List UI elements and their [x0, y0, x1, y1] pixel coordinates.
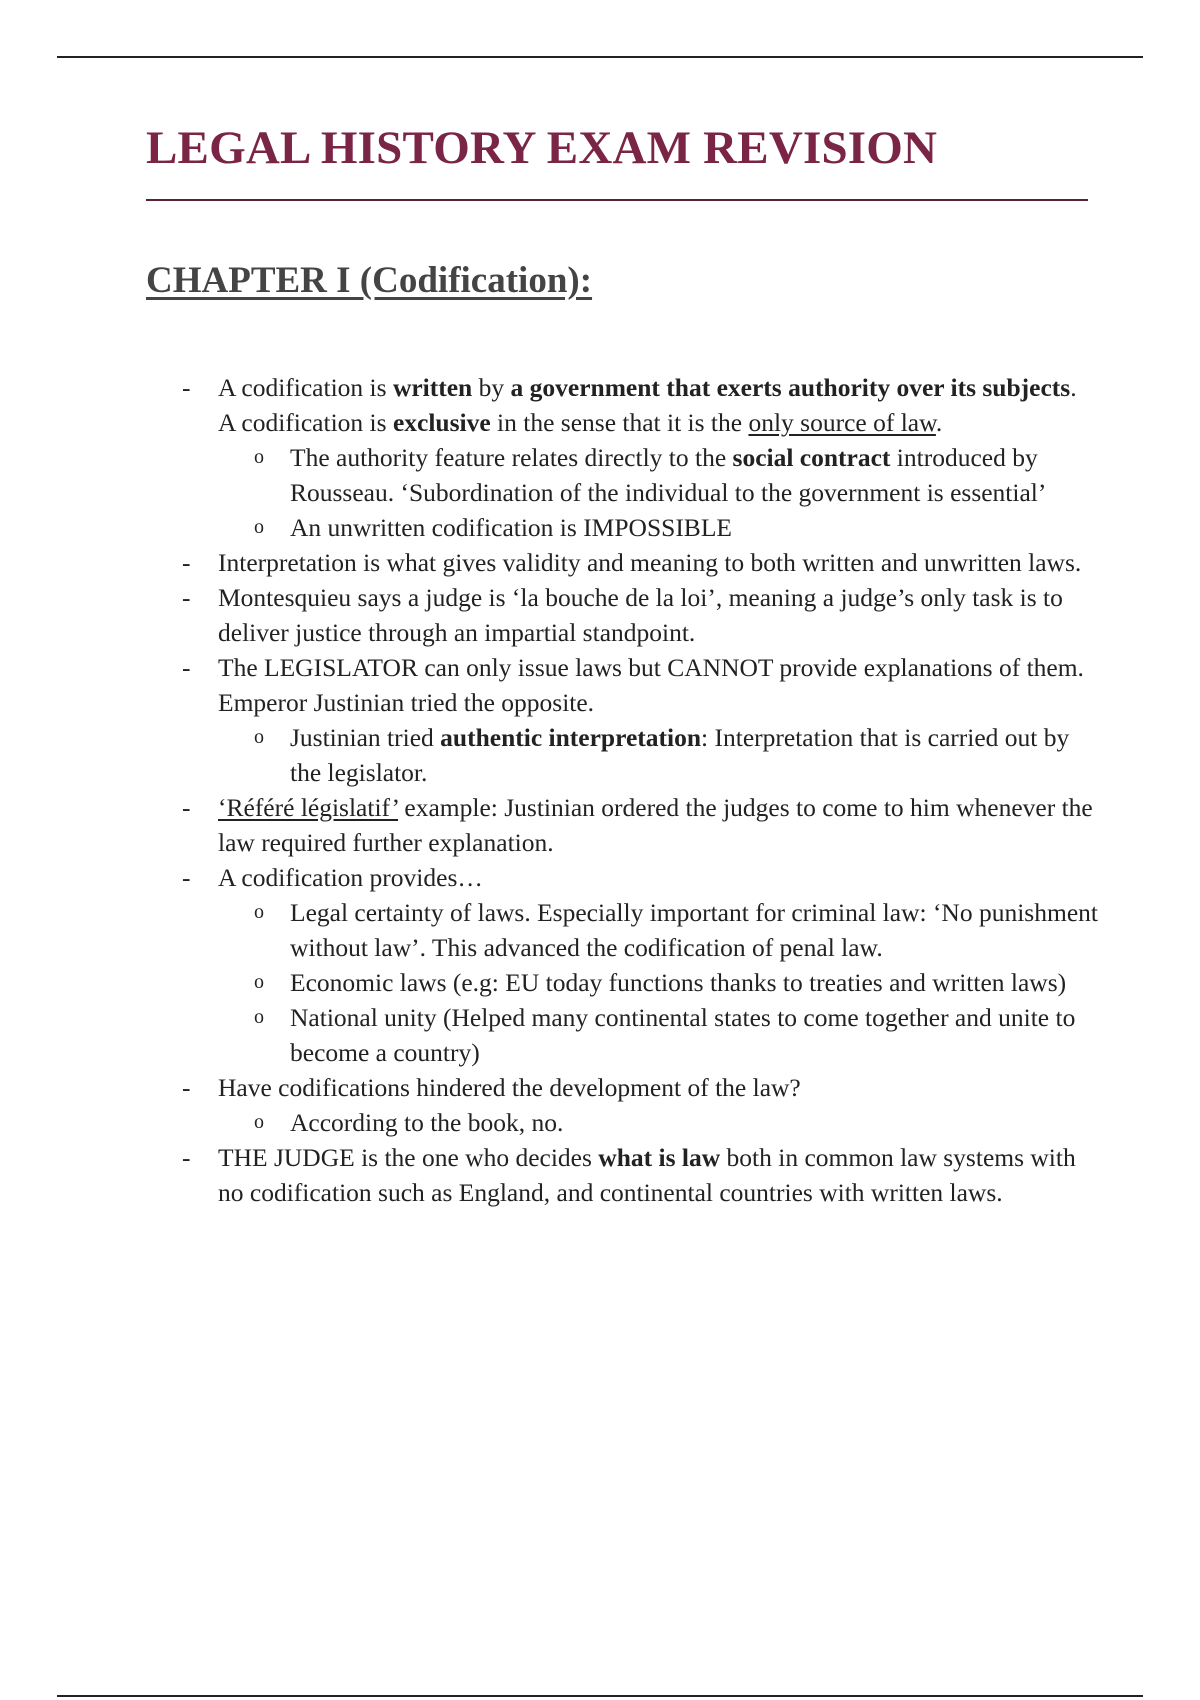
sub-list-item [0, 440, 1098, 510]
text-run: : Interpretation that is carried out by the legislator. [290, 723, 1070, 787]
bottom-rule [57, 1695, 1143, 1697]
sub-list-item [0, 720, 1098, 790]
text-run: . [935, 408, 943, 437]
text-run: A codification provides… [218, 863, 483, 892]
text-run: The LEGISLATOR can only issue laws but CANNOT provide explanations of them. Emperor Justinian tried the opposite. [218, 653, 1084, 717]
text-run: The authority feature relates directly to the [290, 443, 733, 472]
text-run: Interpretation is what gives validity and meaning to both written and unwritten laws. [218, 548, 1082, 577]
title-underline [146, 199, 1088, 201]
text-run: introduced by Rousseau. ‘Subordination of the individual to the government is essential’ [290, 443, 1047, 507]
dash-bullet: - [182, 863, 191, 892]
circle-bullet: o [254, 901, 264, 923]
circle-bullet: o [254, 1111, 264, 1133]
circle-bullet: o [254, 1006, 264, 1028]
circle-bullet: o [254, 516, 264, 538]
sub-list-item [0, 965, 1098, 1000]
sub-list-item [0, 1000, 1098, 1070]
list-item [0, 1140, 1098, 1210]
dash-bullet: - [182, 373, 191, 402]
bold-text: authentic interpretation [440, 723, 702, 752]
document-title: LEGAL HISTORY EXAM REVISION [146, 122, 938, 174]
bullet-list [0, 370, 1200, 1210]
top-rule [57, 56, 1143, 58]
text-run: Economic laws (e.g: EU today functions thanks to treaties and written laws) [290, 968, 1067, 997]
list-item [0, 545, 1098, 580]
bold-text: written [392, 373, 473, 402]
text-run: Justinian tried [290, 723, 441, 752]
chapter-heading: CHAPTER I (Codification): [146, 260, 593, 301]
circle-bullet: o [254, 971, 264, 993]
dash-bullet: - [182, 1073, 191, 1102]
text-run: According to the book, no. [290, 1108, 564, 1137]
list-item [0, 1070, 1098, 1105]
text-run: An unwritten codification is IMPOSSIBLE [290, 513, 732, 542]
dash-bullet: - [182, 653, 191, 682]
text-run: National unity (Helped many continental states to come together and unite to become a country) [290, 1003, 1076, 1067]
text-run: THE JUDGE is the one who decides [218, 1143, 599, 1172]
list-item [0, 370, 1098, 440]
dash-bullet: - [182, 1143, 191, 1172]
sub-list-item [0, 895, 1098, 965]
bold-text: what is law [598, 1143, 721, 1172]
text-run: . A codification is [218, 373, 1077, 437]
text-run: example: Justinian ordered the judges to come to him whenever the law required further explanation. [218, 793, 1093, 857]
list-item [0, 650, 1098, 720]
circle-bullet: o [254, 726, 264, 748]
text-run: Legal certainty of laws. Especially important for criminal law: ‘No punishment without law’. This advanced the codification of penal law. [290, 898, 1098, 962]
text-run: by [472, 373, 511, 402]
sub-list-item [0, 1105, 1098, 1140]
list-item [0, 790, 1098, 860]
bold-text: social contract [732, 443, 891, 472]
text-run: both in common law systems with no codification such as England, and continental countries with written laws. [218, 1143, 1076, 1207]
dash-bullet: - [182, 793, 191, 822]
text-run: A codification is [218, 373, 393, 402]
dash-bullet: - [182, 583, 191, 612]
list-item [0, 860, 1098, 895]
list-item [0, 580, 1098, 650]
bold-text: exclusive [392, 408, 491, 437]
bold-text: a government that exerts authority over its subjects [510, 373, 1071, 402]
circle-bullet: o [254, 446, 264, 468]
dash-bullet: - [182, 548, 191, 577]
text-run: in the sense that it is the [490, 408, 749, 437]
text-run: Have codifications hindered the development of the law? [218, 1073, 801, 1102]
underlined-text: only source of law [748, 408, 936, 437]
underlined-text: ‘Référé législatif’ [218, 793, 399, 822]
text-run: Montesquieu says a judge is ‘la bouche de la loi’, meaning a judge’s only task is to deliver justice through an impartial standpoint. [218, 583, 1063, 647]
sub-list-item [0, 510, 1098, 545]
